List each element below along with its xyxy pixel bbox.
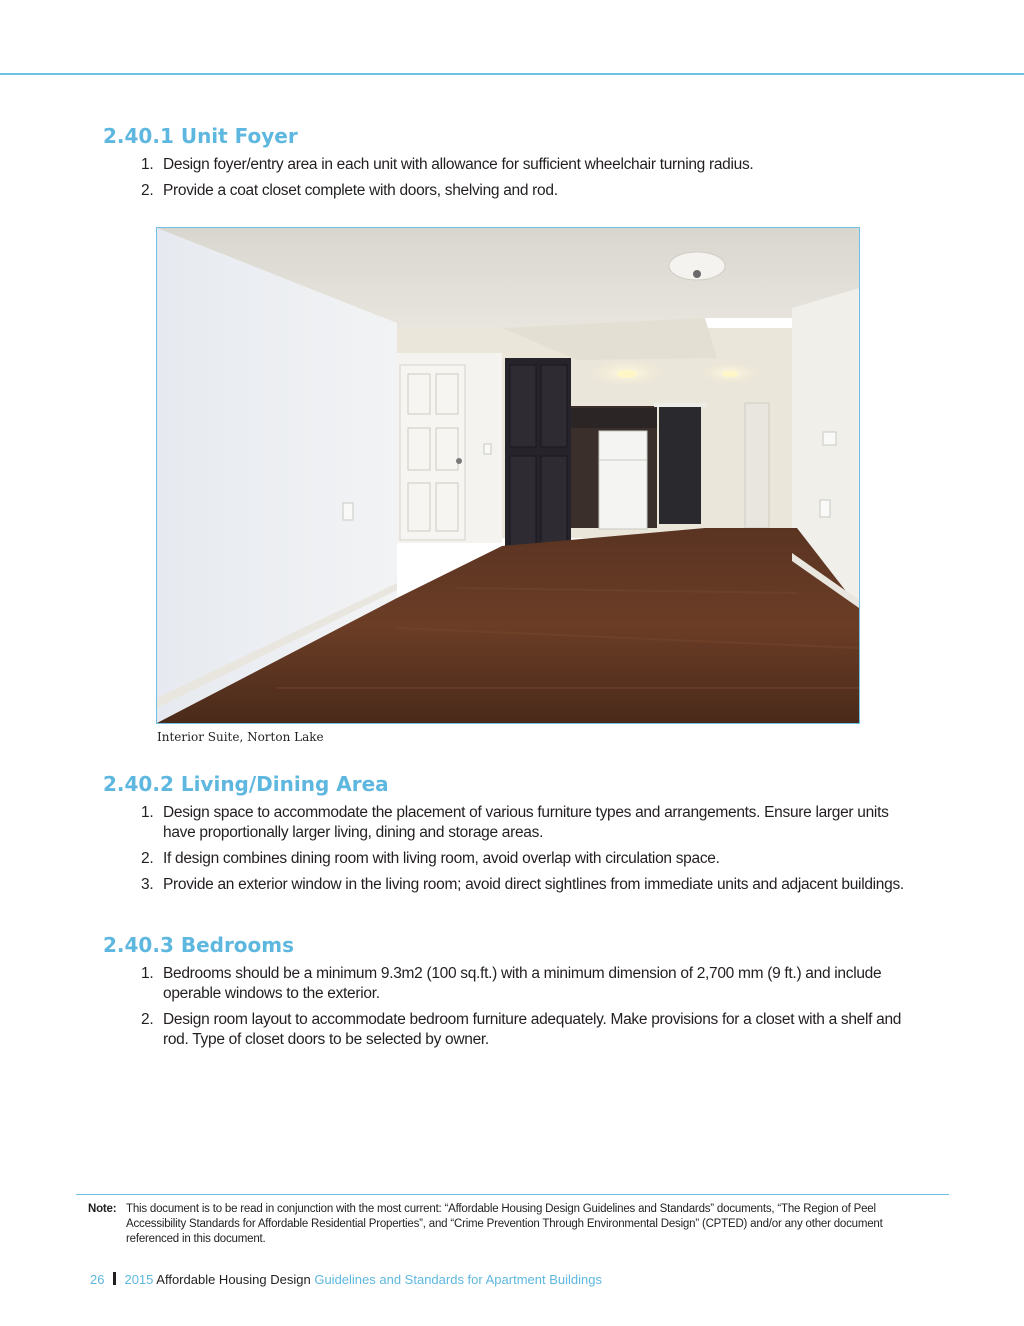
- item-number: 1.: [141, 804, 154, 821]
- section-unit-foyer: [103, 123, 923, 207]
- list-item: [141, 155, 923, 175]
- photo-caption: Interior Suite, Norton Lake: [157, 730, 324, 744]
- item-number: 1.: [141, 156, 154, 173]
- page-footer: [90, 1272, 602, 1287]
- item-text: Design space to accommodate the placement of various furniture types and arrangements. Ensure larger units have proportionally larger living, dining and storage areas.: [163, 804, 889, 841]
- item-text: If design combines dining room with living room, avoid overlap with circulation space.: [163, 850, 720, 867]
- item-text: Design room layout to accommodate bedroom furniture adequately. Make provisions for a closet with a shelf and rod. Type of closet doors to be selected by owner.: [163, 1011, 902, 1048]
- item-number: 3.: [141, 876, 154, 893]
- note-text: This document is to be read in conjunction with the most current: “Affordable Housing Design Guidelines and Standards” documents, “The Region of Peel Accessibility Standards for Affordable Residential Properties”, and “Crime Prevention Through Environmental Design” (CPTED) and/or any other document referenced in this document.: [126, 1203, 883, 1245]
- interior-suite-photo: [156, 227, 860, 724]
- item-text: Design foyer/entry area in each unit with allowance for sufficient wheelchair turning radius.: [163, 156, 754, 173]
- note-label: Note:: [88, 1203, 117, 1215]
- section-title: 2.40.1 Unit Foyer: [103, 124, 298, 148]
- section-living-dining: [103, 771, 923, 901]
- page-number: 26: [90, 1272, 105, 1287]
- footer-year: 2015: [124, 1272, 154, 1287]
- list-item: [141, 849, 923, 869]
- list-item: [141, 964, 923, 1004]
- footer-divider: [113, 1272, 116, 1285]
- list-item: [141, 803, 923, 843]
- note-rule: [76, 1194, 949, 1195]
- list-item: [141, 1010, 923, 1050]
- footer-subtitle: Guidelines and Standards for Apartment Buildings: [314, 1272, 602, 1287]
- item-text: Provide an exterior window in the living room; avoid direct sightlines from immediate units and adjacent buildings.: [163, 876, 904, 893]
- item-number: 2.: [141, 850, 154, 867]
- list-item: [141, 181, 923, 201]
- item-text: Bedrooms should be a minimum 9.3m2 (100 sq.ft.) with a minimum dimension of 2,700 mm (9 ft.) and include operable windows to the exterior.: [163, 965, 882, 1002]
- list-item: [141, 875, 923, 895]
- item-list: [103, 155, 923, 201]
- top-rule: [0, 73, 1024, 75]
- item-number: 2.: [141, 1011, 154, 1028]
- item-number: 1.: [141, 965, 154, 982]
- section-title: 2.40.2 Living/Dining Area: [103, 772, 389, 796]
- document-note: [88, 1202, 938, 1247]
- item-list: [103, 964, 923, 1050]
- item-list: [103, 803, 923, 895]
- footer-title: Affordable Housing Design: [156, 1272, 311, 1287]
- item-number: 2.: [141, 182, 154, 199]
- item-text: Provide a coat closet complete with doors, shelving and rod.: [163, 182, 558, 199]
- section-title: 2.40.3 Bedrooms: [103, 933, 295, 957]
- section-bedrooms: [103, 932, 923, 1056]
